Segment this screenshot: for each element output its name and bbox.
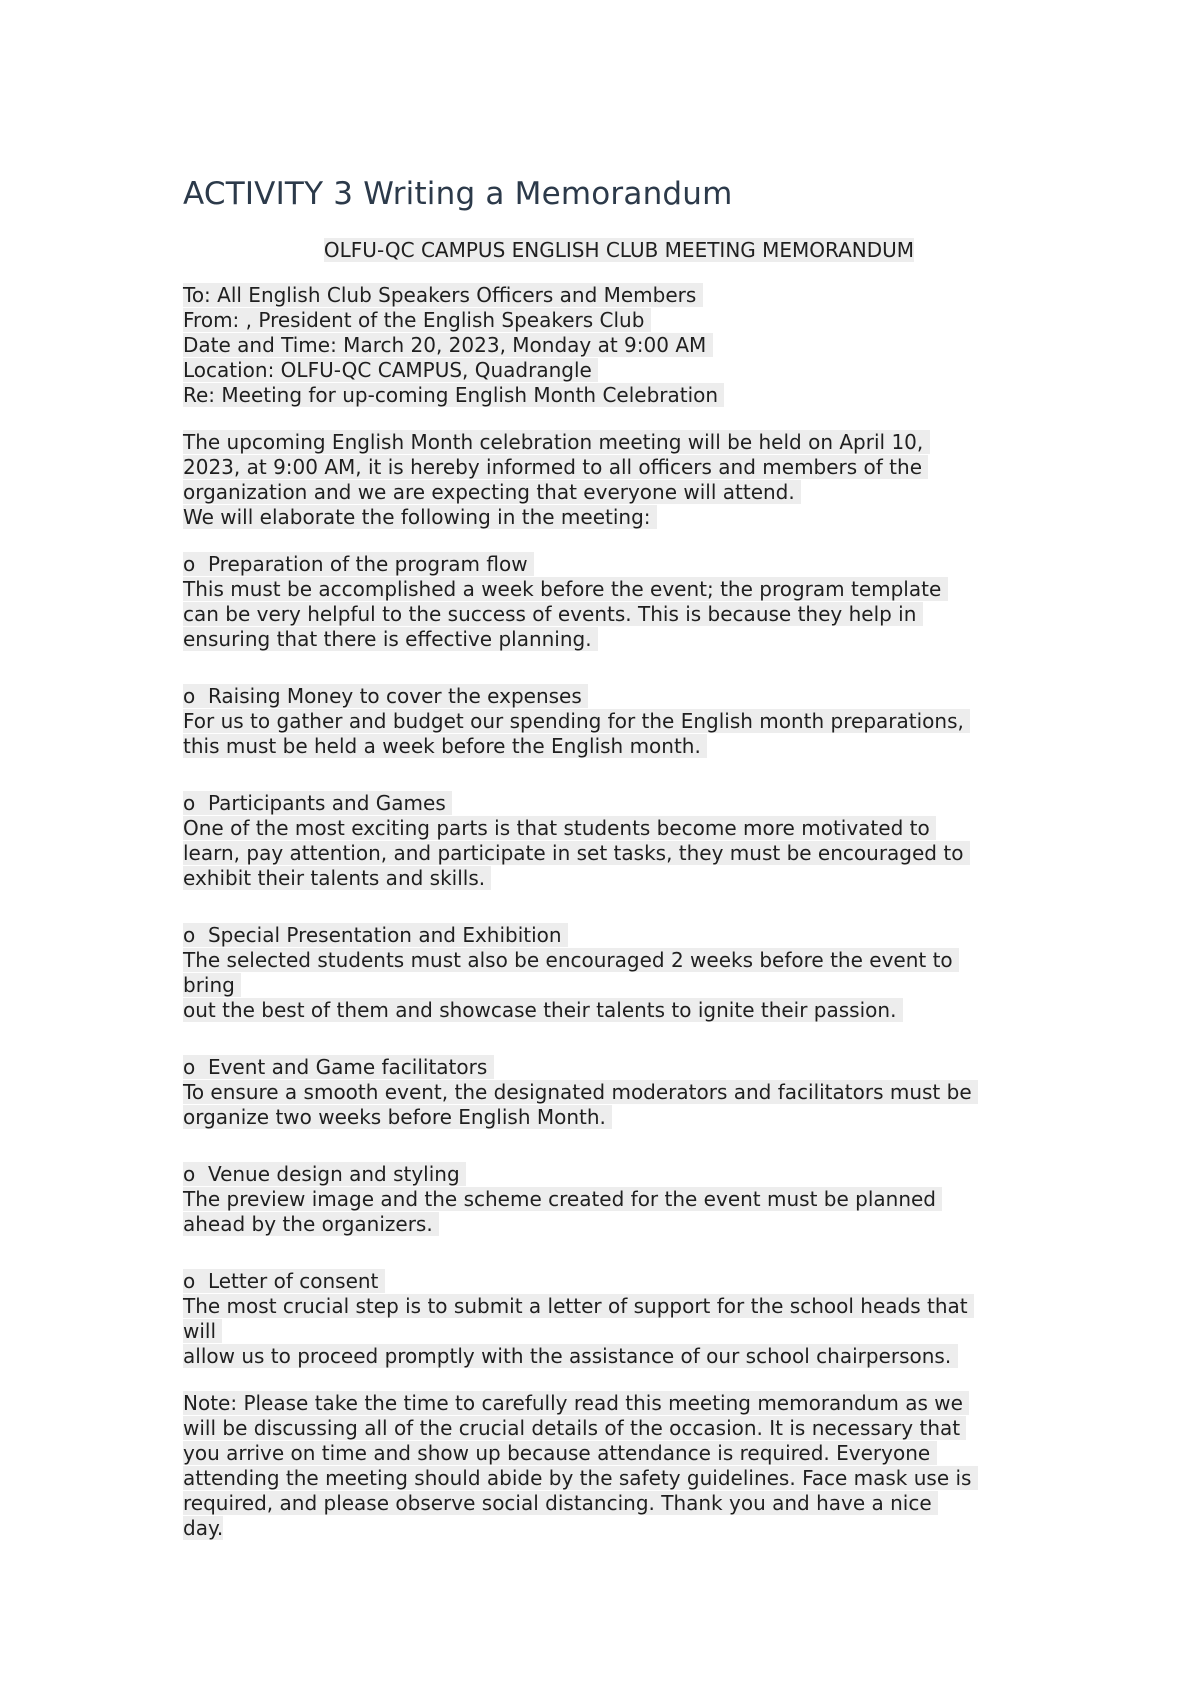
text-line: For us to gather and budget our spending for the English month preparations, xyxy=(183,709,971,733)
paragraph-line xyxy=(183,709,1043,734)
text-line: out the best of them and showcase their talents to ignite their passion. xyxy=(183,998,903,1022)
paragraph-line xyxy=(183,1187,1043,1212)
paragraph-line xyxy=(183,734,1043,759)
paragraph-line xyxy=(183,816,1043,841)
spacer xyxy=(183,1130,1043,1162)
memo-header-block xyxy=(183,283,1043,408)
agenda-item-title: o Special Presentation and Exhibition xyxy=(183,923,568,947)
intro-paragraph xyxy=(183,430,1043,530)
text-line: exhibit their talents and skills. xyxy=(183,866,492,890)
page-title: ACTIVITY 3 Writing a Memorandum xyxy=(183,176,733,212)
memo-location-line xyxy=(183,358,1043,383)
text-line: will xyxy=(183,1319,223,1343)
paragraph-line xyxy=(183,948,1043,973)
text-line: required, and please observe social distancing. Thank you and have a nice xyxy=(183,1491,939,1515)
memo-date: Date and Time: March 20, 2023, Monday at 9:00 AM xyxy=(183,333,713,357)
paragraph-line xyxy=(183,1294,1043,1319)
paragraph-line xyxy=(183,973,1043,998)
text-line: organization and we are expecting that everyone will attend. xyxy=(183,480,802,504)
spacer xyxy=(183,408,1043,430)
agenda-item xyxy=(183,552,1043,652)
agenda-item-title: o Raising Money to cover the expenses xyxy=(183,684,589,708)
paragraph-line xyxy=(183,577,1043,602)
agenda-item-heading xyxy=(183,552,1043,577)
agenda-item xyxy=(183,791,1043,891)
memo-re-line xyxy=(183,383,1043,408)
text-line: day. xyxy=(183,1516,224,1540)
paragraph-line xyxy=(183,841,1043,866)
paragraph-line xyxy=(183,1319,1043,1344)
paragraph-line xyxy=(183,1212,1043,1237)
memo-date-line xyxy=(183,333,1043,358)
paragraph-line xyxy=(183,998,1043,1023)
text-line: bring xyxy=(183,973,242,997)
paragraph-line xyxy=(183,1080,1043,1105)
paragraph-line xyxy=(183,1466,1043,1491)
text-line: you arrive on time and show up because attendance is required. Everyone xyxy=(183,1441,937,1465)
text-line: To ensure a smooth event, the designated moderators and facilitators must be xyxy=(183,1080,978,1104)
paragraph-line xyxy=(183,480,1043,505)
agenda-item-heading xyxy=(183,1269,1043,1294)
agenda-item-heading xyxy=(183,791,1043,816)
agenda-item-title: o Venue design and styling xyxy=(183,1162,467,1186)
memo-from: From: , President of the English Speakers Club xyxy=(183,308,651,332)
text-line: Note: Please take the time to carefully read this meeting memorandum as we xyxy=(183,1391,970,1415)
text-line: learn, pay attention, and participate in set tasks, they must be encouraged to xyxy=(183,841,970,865)
agenda-item xyxy=(183,1055,1043,1130)
text-line: 2023, at 9:00 AM, it is hereby informed to all officers and members of the xyxy=(183,455,929,479)
text-line: One of the most exciting parts is that students become more motivated to xyxy=(183,816,937,840)
spacer xyxy=(183,759,1043,791)
agenda-item-heading xyxy=(183,684,1043,709)
spacer xyxy=(183,530,1043,552)
text-line: attending the meeting should abide by the safety guidelines. Face mask use is xyxy=(183,1466,978,1490)
paragraph-line xyxy=(183,866,1043,891)
agenda-item-heading xyxy=(183,923,1043,948)
paragraph-line xyxy=(183,505,1043,530)
agenda-item xyxy=(183,923,1043,1023)
agenda-item xyxy=(183,1162,1043,1237)
memo-heading-text: OLFU-QC CAMPUS ENGLISH CLUB MEETING MEMORANDUM xyxy=(323,238,915,262)
agenda-item-heading xyxy=(183,1055,1043,1080)
paragraph-line xyxy=(183,627,1043,652)
spacer xyxy=(183,652,1043,684)
text-line: The upcoming English Month celebration meeting will be held on April 10, xyxy=(183,430,930,454)
paragraph-line xyxy=(183,1105,1043,1130)
paragraph-line xyxy=(183,1344,1043,1369)
text-line: This must be accomplished a week before the event; the program template xyxy=(183,577,948,601)
text-line: We will elaborate the following in the meeting: xyxy=(183,505,657,529)
text-line: ahead by the organizers. xyxy=(183,1212,440,1236)
text-line: The most crucial step is to submit a letter of support for the school heads that xyxy=(183,1294,974,1318)
spacer xyxy=(183,1237,1043,1269)
paragraph-line xyxy=(183,1491,1043,1516)
text-line: can be very helpful to the success of events. This is because they help in xyxy=(183,602,923,626)
memo-to: To: All English Club Speakers Officers and Members xyxy=(183,283,703,307)
text-line: this must be held a week before the English month. xyxy=(183,734,708,758)
agenda-item-title: o Preparation of the program flow xyxy=(183,552,534,576)
agenda-item-heading xyxy=(183,1162,1043,1187)
text-line: will be discussing all of the crucial details of the occasion. It is necessary that xyxy=(183,1416,967,1440)
memo-from-line xyxy=(183,308,1043,333)
text-line: ensuring that there is effective planning. xyxy=(183,627,598,651)
paragraph-line xyxy=(183,602,1043,627)
memo-location: Location: OLFU-QC CAMPUS, Quadrangle xyxy=(183,358,599,382)
text-line: The selected students must also be encouraged 2 weeks before the event to xyxy=(183,948,960,972)
agenda-item-title: o Letter of consent xyxy=(183,1269,385,1293)
text-line: The preview image and the scheme created for the event must be planned xyxy=(183,1187,943,1211)
agenda-item-title: o Participants and Games xyxy=(183,791,453,815)
spacer xyxy=(183,1023,1043,1055)
paragraph-line xyxy=(183,1416,1043,1441)
text-line: organize two weeks before English Month. xyxy=(183,1105,613,1129)
paragraph-line xyxy=(183,1516,1043,1541)
spacer xyxy=(183,1369,1043,1391)
spacer xyxy=(183,891,1043,923)
paragraph-line xyxy=(183,430,1043,455)
memo-heading xyxy=(183,237,1043,263)
memo-re: Re: Meeting for up-coming English Month Celebration xyxy=(183,383,725,407)
text-line: allow us to proceed promptly with the assistance of our school chairpersons. xyxy=(183,1344,958,1368)
paragraph-line xyxy=(183,1441,1043,1466)
agenda-item xyxy=(183,1269,1043,1369)
agenda-item xyxy=(183,684,1043,759)
paragraph-line xyxy=(183,455,1043,480)
memo-page xyxy=(183,172,1043,1541)
memo-to-line xyxy=(183,283,1043,308)
paragraph-line xyxy=(183,1391,1043,1416)
note-paragraph xyxy=(183,1391,1043,1541)
agenda-item-title: o Event and Game facilitators xyxy=(183,1055,494,1079)
